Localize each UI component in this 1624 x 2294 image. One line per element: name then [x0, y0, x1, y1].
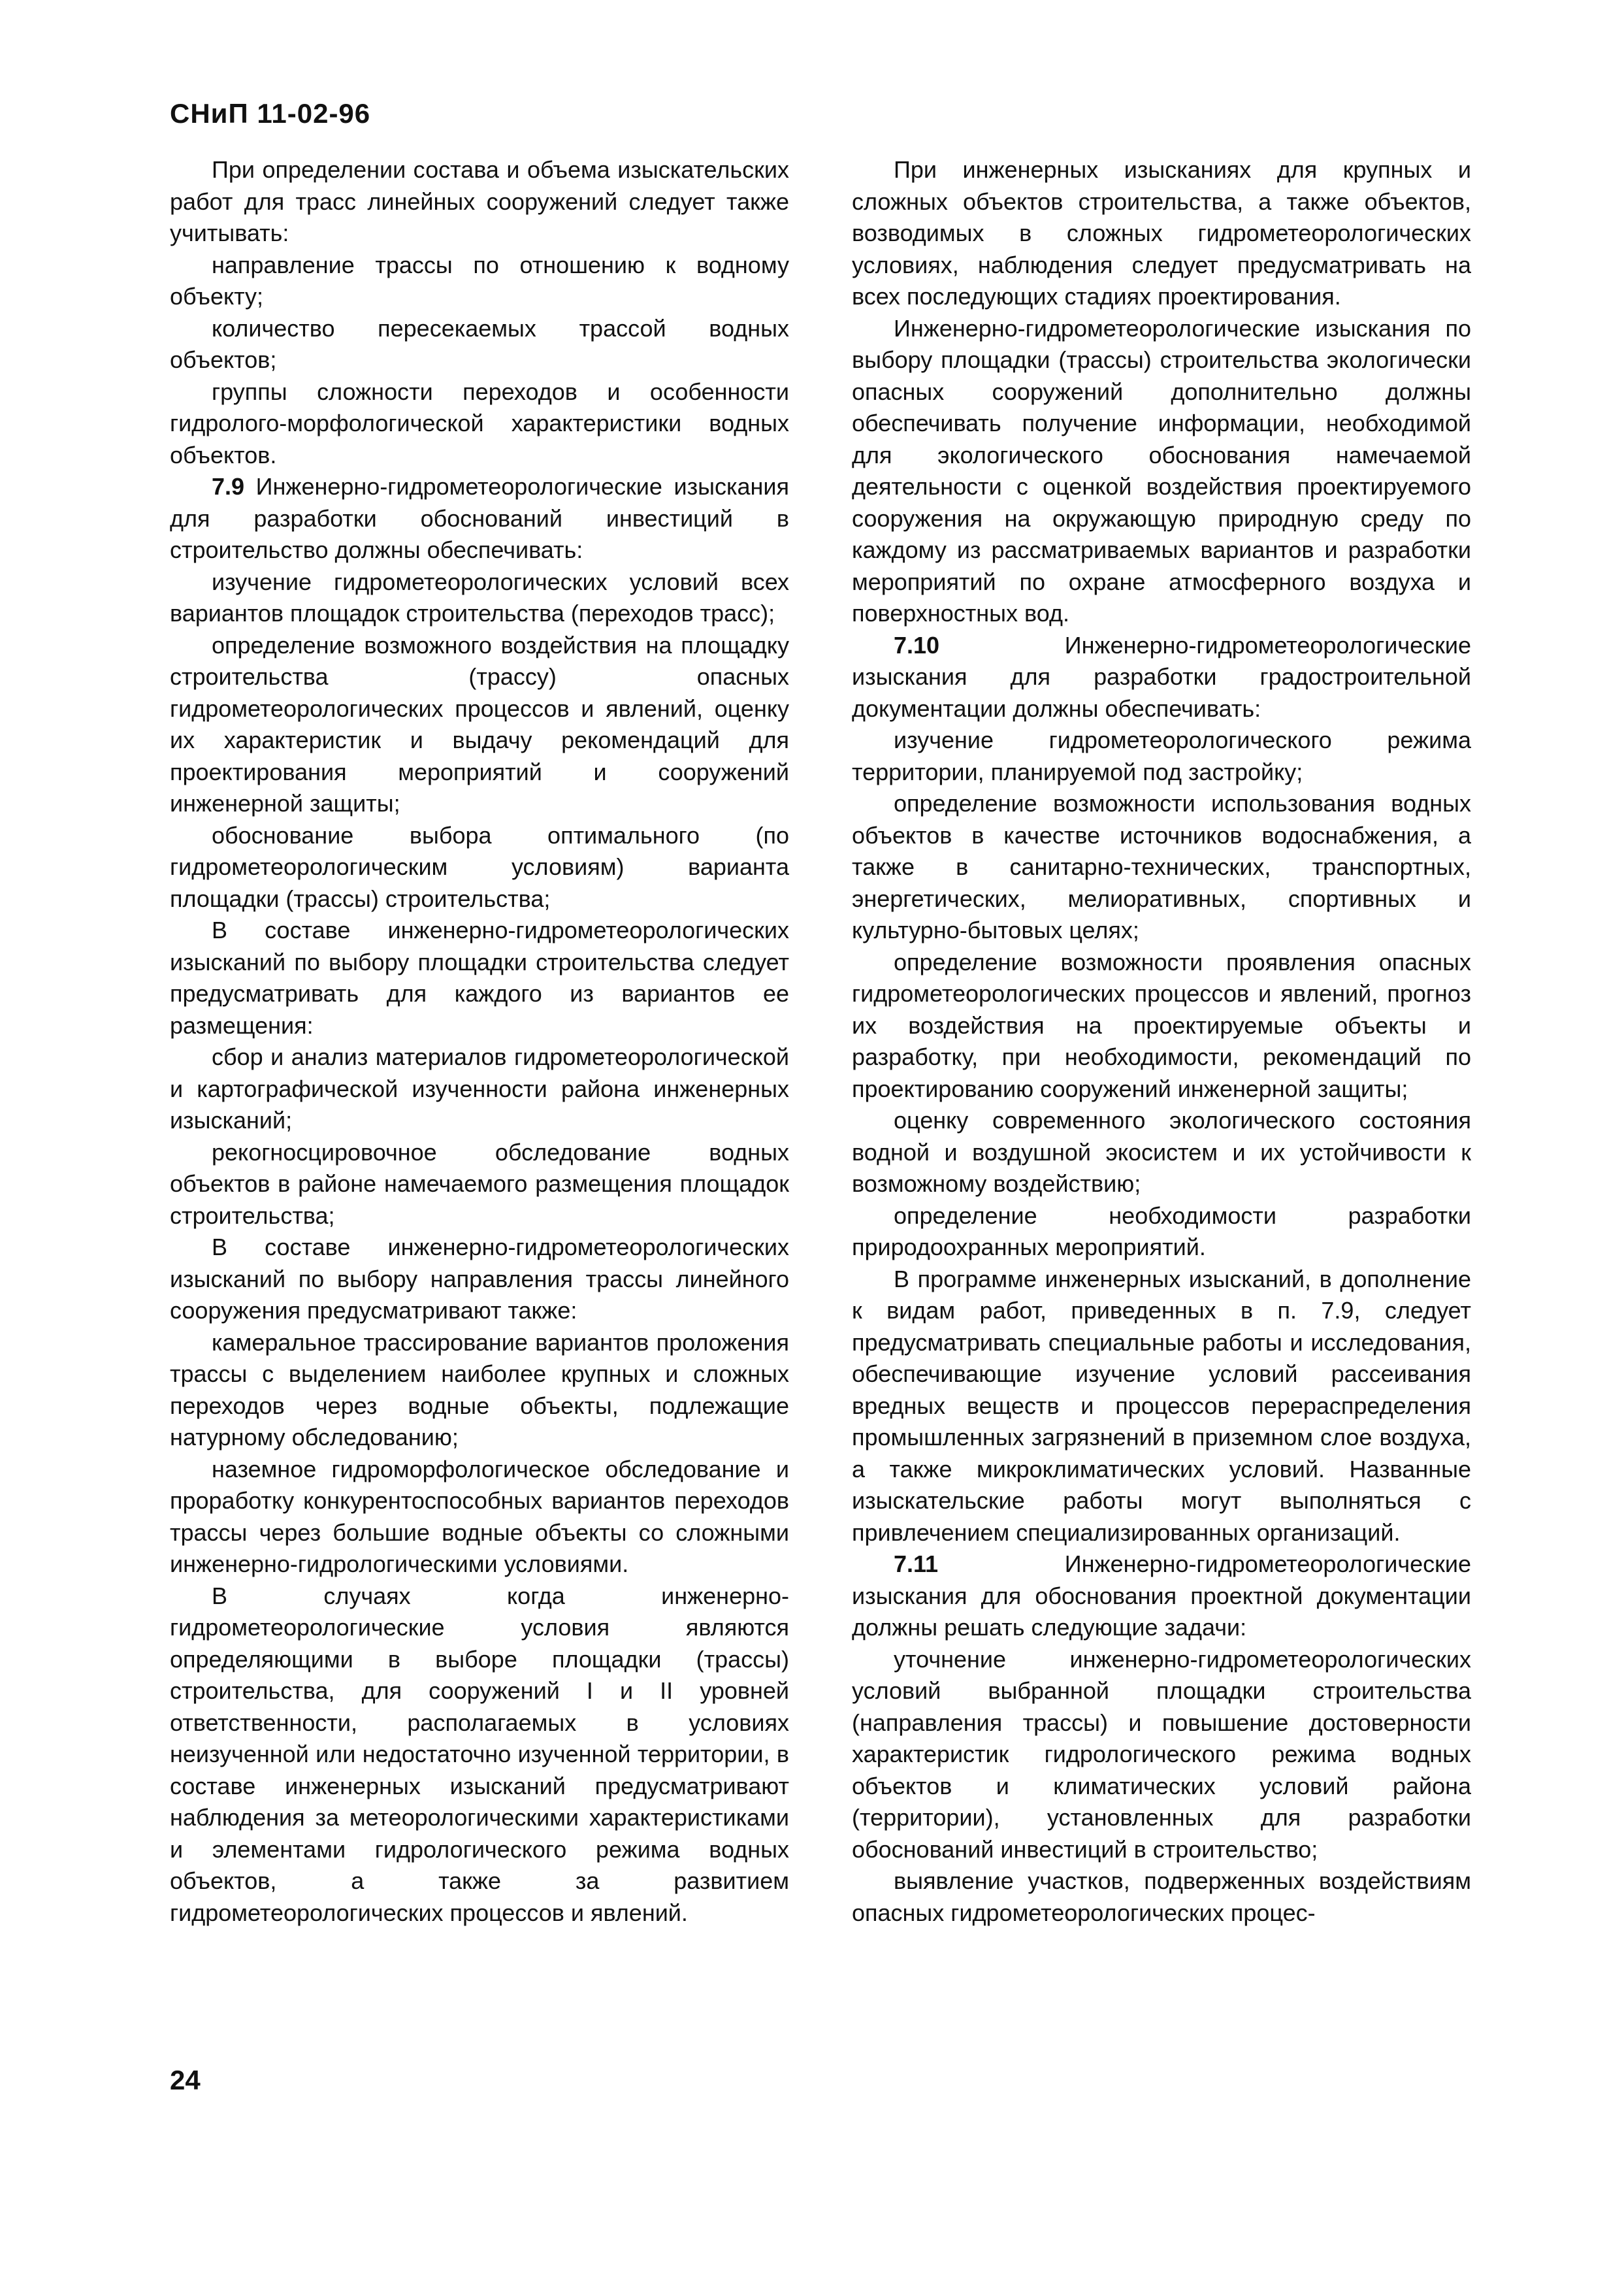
- paragraph-text: наземное гидроморфологическое обследование и проработку конкурентоспособных вариантов переходов трассы через большие водные объекты со сложными инженерно-гидрологическими условиями.: [170, 1455, 789, 1577]
- page-number: 24: [170, 2065, 201, 2095]
- paragraph: [852, 1264, 1471, 1549]
- paragraph: [170, 1041, 789, 1137]
- paragraph-text: При инженерных изысканиях для крупных и сложных объектов строительства, а также объектов, возводимых в сложных гидрометеорологических условиях, наблюдения следует предусматривать на всех последующих стадиях проектирования.: [852, 156, 1471, 310]
- paragraph: [170, 313, 789, 376]
- paragraph-text: В составе инженерно-гидрометеорологических изысканий по выбору направления трассы линейного сооружения предусматривают также:: [170, 1234, 789, 1324]
- paragraph: [852, 1200, 1471, 1264]
- paragraph: [852, 1548, 1471, 1644]
- paragraph: [170, 566, 789, 630]
- paragraph: [170, 471, 789, 566]
- right-text-column: [852, 154, 1471, 1929]
- paragraph: [852, 630, 1471, 725]
- paragraph-text: камеральное трассирование вариантов проложения трассы с выделением наиболее крупных и сложных переходов через водные объекты, подлежащие натурному обследованию;: [170, 1328, 789, 1450]
- paragraph-text: выявление участков, подверженных воздействиям опасных гидрометеорологических процес-: [852, 1867, 1471, 1926]
- paragraph-text: В программе инженерных изысканий, в дополнение к видам работ, приведенных в п. 7.9, следует предусматривать специальные работы и исследования, обеспечивающие изучение условий рассеивания вредных веществ и процессов перераспределения промышленных загрязнений в приземном слое воздуха, а также микроклиматических условий. Названные изыскательские работы могут выполняться с привлечением специализированных организаций.: [852, 1265, 1471, 1546]
- paragraph-text: Инженерно-гидрометеорологические изыскания по выбору площадки (трассы) строительства экологически опасных сооружений дополнительно должны обеспечивать получение информации, необходимой для экологического обоснования намечаемой деятельности с оценкой воздействия проектируемого сооружения на окружающую природную среду по каждому из рассматриваемых вариантов и разработки мероприятий по охране атмосферного воздуха и поверхностных вод.: [852, 314, 1471, 627]
- clause-number: 7.11: [894, 1550, 939, 1577]
- paragraph-text: рекогносцировочное обследование водных объектов в районе намечаемого размещения площадок строительства;: [170, 1138, 789, 1229]
- paragraph-text: определение необходимости разработки природоохранных мероприятий.: [852, 1202, 1471, 1260]
- paragraph-text: Инженерно-гидрометеорологические изыскания для разработки градостроительной документации должны обеспечивать:: [852, 631, 1471, 722]
- clause-number: 7.9: [212, 473, 245, 500]
- paragraph-text: группы сложности переходов и особенности гидролого-морфологической характеристики водных объектов.: [170, 378, 789, 468]
- paragraph-text: направление трассы по отношению к водному объекту;: [170, 251, 789, 310]
- paragraph: [852, 154, 1471, 313]
- paragraph: [170, 1137, 789, 1232]
- paragraph-text: определение возможности использования водных объектов в качестве источников водоснабжения, а также в санитарно-технических, транспортных, энергетических, мелиоративных, спортивных и культурно-бытовых целях;: [852, 790, 1471, 943]
- paragraph: [170, 154, 789, 250]
- paragraph-text: изучение гидрометеорологических условий всех вариантов площадок строительства (переходов трасс);: [170, 568, 789, 627]
- paragraph: [852, 313, 1471, 630]
- paragraph-text: определение возможного воздействия на площадку строительства (трассу) опасных гидрометеорологических процессов и явлений, оценку их характеристик и выдачу рекомендаций для проектирования мероприятий и сооружений инженерной защиты;: [170, 631, 789, 817]
- paragraph-text: изучение гидрометеорологического режима территории, планируемой под застройку;: [852, 727, 1471, 785]
- paragraph: [852, 947, 1471, 1106]
- paragraph: [170, 376, 789, 472]
- paragraph: [852, 1644, 1471, 1866]
- paragraph-text: В случаях когда инженерно-гидрометеорологические условия являются определяющими в выборе площадки (трассы) строительства, для сооружений I и II уровней ответственности, располагаемых в условиях неизученной или недостаточно изученной территории, в составе инженерных изысканий предусматривают наблюдения за метеорологическими характеристиками и элементами гидрологического режима водных объектов, а также за развитием гидрометеорологических процессов и явлений.: [170, 1582, 789, 1926]
- left-text-column: [170, 154, 789, 1929]
- paragraph: [170, 630, 789, 820]
- paragraph: [852, 725, 1471, 788]
- document-code-header: СНиП 11-02-96: [170, 98, 371, 129]
- paragraph: [170, 1327, 789, 1454]
- paragraph-text: В составе инженерно-гидрометеорологических изысканий по выбору площадки строительства следует предусматривать для каждого из вариантов ее размещения:: [170, 917, 789, 1039]
- paragraph: [852, 1865, 1471, 1929]
- paragraph: [170, 1454, 789, 1581]
- paragraph-text: Инженерно-гидрометеорологические изыскания для обоснования проектной документации должны решать следующие задачи:: [852, 1550, 1471, 1641]
- paragraph: [852, 788, 1471, 947]
- paragraph: [170, 250, 789, 313]
- clause-number: 7.10: [894, 631, 940, 659]
- paragraph-text: определение возможности проявления опасных гидрометеорологических процессов и явлений, прогноз их воздействия на проектируемые объекты и разработку, при необходимости, рекомендаций по проектированию сооружений инженерной защиты;: [852, 948, 1471, 1102]
- paragraph-text: Инженерно-гидрометеорологические изыскания для разработки обоснований инвестиций в строительство должны обеспечивать:: [170, 473, 789, 563]
- paragraph: [170, 820, 789, 915]
- paragraph-text: сбор и анализ материалов гидрометеорологической и картографической изученности района инженерных изысканий;: [170, 1043, 789, 1134]
- paragraph: [170, 915, 789, 1041]
- paragraph: [852, 1105, 1471, 1200]
- paragraph-text: обоснование выбора оптимального (по гидрометеорологическим условиям) варианта площадки (трассы) строительства;: [170, 821, 789, 912]
- paragraph: [170, 1232, 789, 1327]
- paragraph-text: уточнение инженерно-гидрометеорологических условий выбранной площадки строительства (направления трассы) и повышение достоверности характеристик гидрологического режима водных объектов и климатических условий района (территории), установленных для разработки обоснований инвестиций в строительство;: [852, 1645, 1471, 1863]
- paragraph: [170, 1581, 789, 1929]
- paragraph-text: количество пересекаемых трассой водных объектов;: [170, 314, 789, 373]
- paragraph-text: оценку современного экологического состояния водной и воздушной экосистем и их устойчивости к возможному воздействию;: [852, 1107, 1471, 1197]
- paragraph-text: При определении состава и объема изыскательских работ для трасс линейных сооружений следует также учитывать:: [170, 156, 789, 246]
